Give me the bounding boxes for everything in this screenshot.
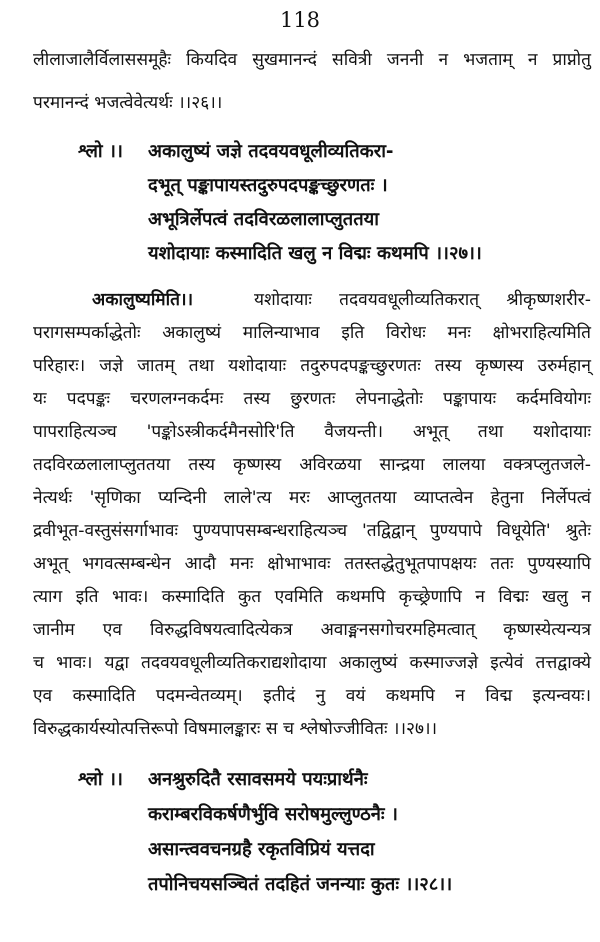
- text-line: च भावः। यद्वा तदवयवधूलीव्यतिकराद्यशोदाया अकालुष्यं कस्माज्जज्ञे इत्येवं तत्तद्वाक्ये: [33, 653, 591, 673]
- verse-line: दभूत् पङ्कापायस्तदुरुपदपङ्कच्छुरणतः ।: [148, 175, 388, 196]
- text-line: लीलाजालैर्विलाससमूहैः कियदिव सुखमानन्दं सवित्री जननी न भजताम् न प्राप्नोतु: [33, 50, 591, 70]
- verse-line: तपोनिचयसञ्चितं तदहितं जनन्याः कुतः ।।२८।।: [148, 874, 453, 895]
- verse-line: अकालुष्यं जज्ञे तदवयवधूलीव्यतिकरा-: [148, 141, 394, 162]
- text-line: त्याग इति भावः। कस्मादिति कुत एवमिति कथमपि कृच्छ्रेणापि न विद्मः खलु न: [33, 587, 591, 607]
- text-line: नेत्यर्थः 'सृणिका प्यन्दिनी लाले'त्य मरः आप्लुततया व्याप्तत्वेन हेतुना निर्लेपत्वं: [33, 488, 591, 508]
- text-line: जानीम एव विरुद्धविषयत्वादित्येकत्र अवाङ्मनसगोचरमहिमत्वात् कृष्णस्येत्यन्यत्र: [33, 620, 591, 640]
- verse-line: यशोदायाः कस्मादिति खलु न विद्मः कथमपि ।।२७।।: [148, 243, 482, 264]
- verse-line: कराम्बरविकर्षणैर्भुवि सरोषमुल्लुण्ठनैः ।: [148, 804, 398, 825]
- text-line: विरुद्धकार्यस्योत्पत्तिरूपो विषमालङ्कारः स च श्लेषोज्जीवितः ।।२७।।: [33, 719, 438, 739]
- text-line: यः पदपङ्कः चरणलग्नकर्दमः तस्य छुरणतः लेपनाद्धेतोः पङ्कापायः कर्दमवियोगः: [33, 389, 591, 409]
- text-line: अभूत् भगवत्सम्बन्धेन आदौ मनः क्षोभाभावः ततस्तद्धेतुभूतपापक्षयः ततः पुण्यस्यापि: [33, 554, 591, 574]
- text-line: यशोदायाः तदवयवधूलीव्यतिकरात् श्रीकृष्णशरीर-: [254, 290, 591, 310]
- text-line: परमानन्दं भजत्वेवेत्यर्थः ।।२६।।: [33, 93, 223, 113]
- text-line: परागसम्पर्काद्धेतोः अकालुष्यं मालिन्याभाव इति विरोधः मनः क्षोभराहित्यमिति: [33, 323, 591, 343]
- verse-line: अनश्रुरुदितै रसावसमये पयःप्रार्थनैः: [148, 769, 368, 790]
- page-number: 118: [279, 8, 321, 32]
- text-line: पापराहित्यञ्च 'पङ्कोऽस्त्रीकर्दमैनसोरि'ति वैजयन्ती। अभूत् तथा यशोदायाः: [33, 422, 591, 442]
- text-line: तदविरळलालाप्लुततया तस्य कृष्णस्य अविरळया सान्द्रया लालया वक्त्रप्लुतजले-: [33, 455, 591, 475]
- verse-line: असान्त्ववचनग्रहै रकृतविप्रियं यत्तदा: [148, 839, 375, 860]
- text-line: एव कस्मादिति पदमन्वेतव्यम्। इतीदं नु वयं कथमपि न विद्म इत्यन्वयः।: [33, 686, 591, 706]
- verse-line: अभूत्रिर्लेपत्वं तदविरळलालाप्लुततया: [148, 209, 379, 230]
- text-line: द्रवीभूत-वस्तुसंसर्गाभावः पुण्यपापसम्बन्धराहित्यञ्च 'तद्विद्वान् पुण्यपापे विधूयेति' श्रुतेः: [33, 521, 591, 541]
- text-line: परिहारः। जज्ञे जातम् तथा यशोदायाः तदुरुपदपङ्कच्छुरणतः तस्य कृष्णस्य उरुर्महान्: [33, 356, 591, 376]
- commentary-heading: अकालुष्यमिति।।: [92, 290, 194, 310]
- verse-marker: श्लो ।।: [78, 769, 123, 790]
- verse-marker: श्लो ।।: [78, 141, 123, 162]
